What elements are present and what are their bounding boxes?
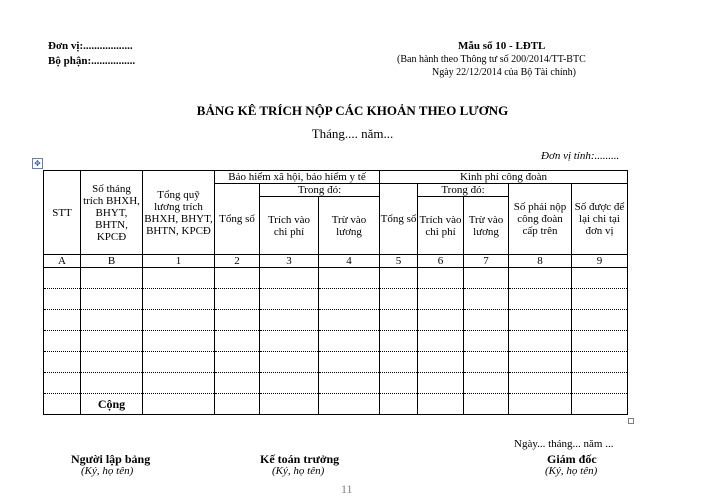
column-code: 1 [143, 255, 215, 268]
column-code: 4 [319, 255, 380, 268]
table-resize-handle[interactable] [628, 418, 634, 424]
move-cross-icon[interactable]: ✥ [32, 158, 43, 169]
header-salary-fund: Tổng quỹ lương trích BHXH, BHYT, BHTN, KPCĐ [143, 171, 215, 255]
column-code: 5 [380, 255, 418, 268]
total-row [44, 394, 628, 415]
header-union-total: Tổng số [380, 184, 418, 255]
header-insurance-deduct: Trừ vào lương [319, 197, 380, 255]
header-union-in-which: Trong đó: [418, 184, 509, 197]
column-code: 9 [572, 255, 628, 268]
department-label: Bộ phận:................ [48, 55, 136, 67]
header-union-deduct: Trừ vào lương [464, 197, 509, 255]
header-months: Số tháng trích BHXH, BHYT, BHTN, KPCĐ [81, 171, 143, 255]
preparer-title: Người lập bảng [71, 452, 151, 466]
column-code: A [44, 255, 81, 268]
contribution-table [43, 170, 628, 415]
document-title: BẢNG KÊ TRÍCH NỘP CÁC KHOẢN THEO LƯƠNG [196, 103, 509, 118]
preparer-sign-note: (Ký, họ tên) [81, 465, 134, 477]
header-retained: Số được để lại chi tại đơn vị [572, 184, 628, 255]
currency-unit: Đơn vị tính:......... [541, 150, 620, 162]
table-row [44, 289, 628, 310]
column-code: 8 [509, 255, 572, 268]
column-code: 3 [260, 255, 319, 268]
date-line: Ngày... tháng... năm ... [514, 438, 614, 450]
page-number: 11 [341, 482, 353, 496]
table-row [44, 331, 628, 352]
header-stt: STT [44, 171, 81, 255]
form-date-note: Ngày 22/12/2014 của Bộ Tài chính) [432, 67, 576, 78]
document-subtitle: Tháng.... năm... [311, 126, 394, 141]
column-code: 7 [464, 255, 509, 268]
form-issued-note: (Ban hành theo Thông tư số 200/2014/TT-BTC [397, 54, 586, 65]
table-row [44, 352, 628, 373]
header-union-fee: Kinh phí công đoàn [380, 171, 628, 184]
form-number: Mẫu số 10 - LĐTL [458, 40, 546, 52]
header-insurance-in-which: Trong đó: [260, 184, 380, 197]
table-row [44, 373, 628, 394]
header-insurance-total: Tổng số [215, 184, 260, 255]
unit-label: Đơn vị:.................. [48, 40, 133, 52]
accountant-title: Kế toán trưởng [260, 452, 340, 466]
column-code: 6 [418, 255, 464, 268]
header-union-expense: Trích vào chi phí [418, 197, 464, 255]
header-payable-upper: Số phải nộp công đoàn cấp trên [509, 184, 572, 255]
accountant-sign-note: (Ký, họ tên) [272, 465, 325, 477]
total-label: Cộng [81, 394, 143, 415]
column-code: B [81, 255, 143, 268]
table-row [44, 268, 628, 289]
header-insurance-expense: Trích vào chi phí [260, 197, 319, 255]
table-row [44, 310, 628, 331]
header-insurance: Bảo hiểm xã hội, bảo hiểm y tế [215, 171, 380, 184]
director-title: Giám đốc [547, 452, 597, 466]
column-code: 2 [215, 255, 260, 268]
director-sign-note: (Ký, họ tên) [545, 465, 598, 477]
